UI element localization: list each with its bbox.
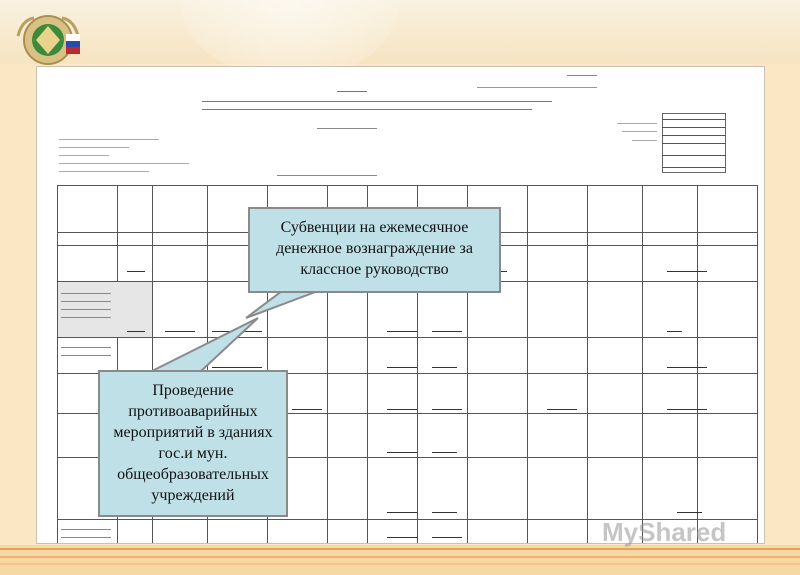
callout-subvention: Субвенции на ежемесячное денежное вознаграждение за классное руководство — [248, 207, 501, 293]
callout-emergency-works: Проведение противоаварийных мероприятий в зданиях гос.и мун. общеобразовательных учреждений — [98, 370, 288, 517]
callout-top-pointer — [246, 291, 318, 318]
bottom-stripe — [0, 548, 800, 550]
callout-bottom-pointer — [150, 318, 258, 372]
watermark-logo: MyShared — [602, 517, 727, 547]
bottom-stripe — [0, 563, 800, 565]
bottom-stripe — [0, 556, 800, 558]
